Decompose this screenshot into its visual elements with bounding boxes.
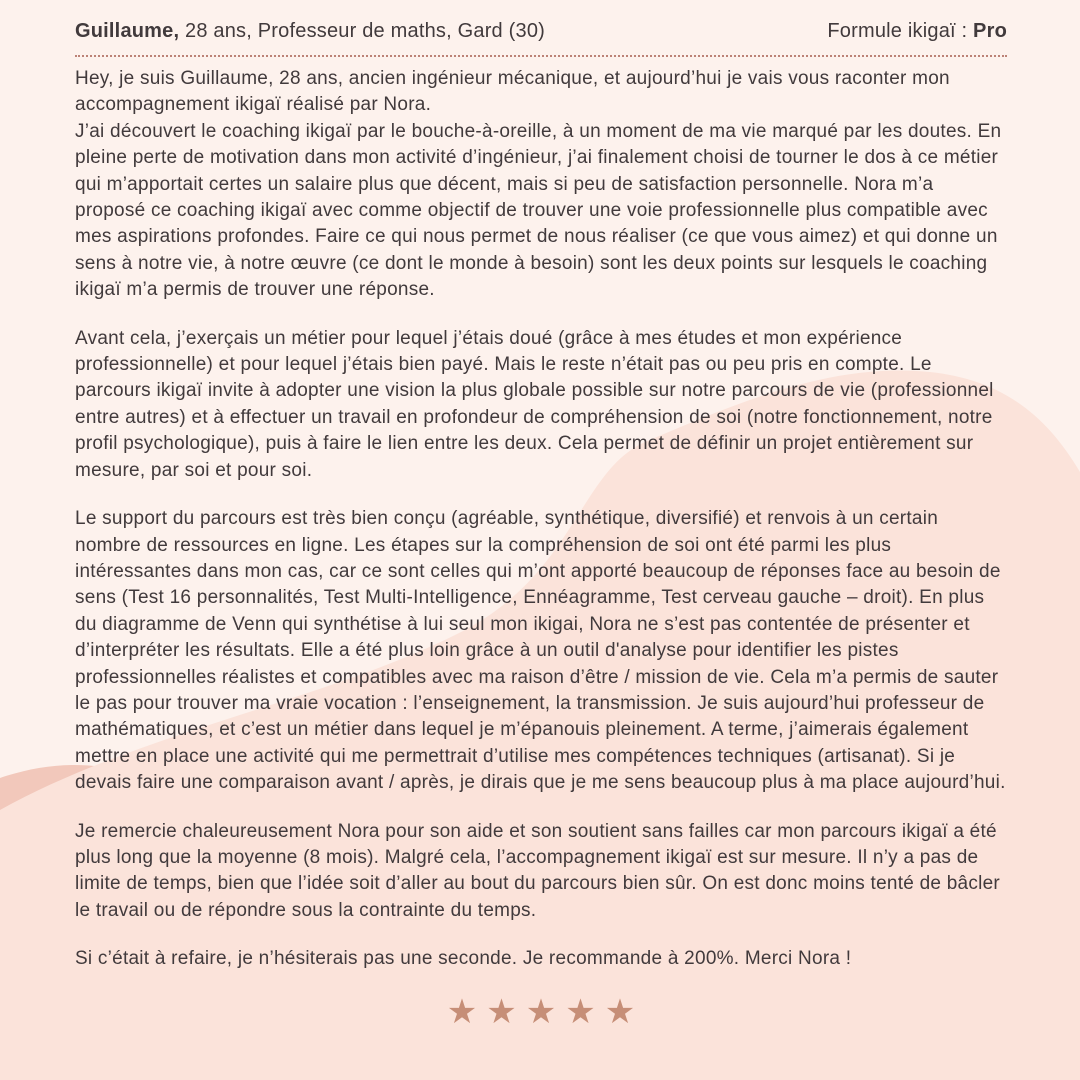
testimonial-paragraph: Le support du parcours est très bien conçu (agréable, synthétique, diversifié) et renvois à un certain nombre de ressources en ligne. Les étapes sur la compréhension de soi ont été parmi les plus intéressantes dans mon cas, car ce sont celles qui m’ont apporté beaucoup de réponses face au besoin de sens (Test 16 personnalités, Test Multi-Intelligence, Ennéagramme, Test cerveau gauche – droit). En plus du diagramme de Venn qui synthétise à lui seul mon ikigai, Nora ne s’est pas contentée de présenter et d’interpréter les résultats. Elle a été plus loin grâce à un outil d'analyse pour identifier les pistes professionnelles réalistes et compatibles avec ma raison d’être / mission de vie. Cela m’a permis de sauter le pas pour trouver ma vraie vocation : l’enseignement, la transmission. Je suis aujourd’hui professeur de mathématiques, et c’est un métier dans lequel je m’épanouis pleinement. A terme, j’aimerais également mettre en place une activité qui me permettrait d’utilise mes compétences techniques (artisanat). Si je devais faire une comparaison avant / après, je dirais que je me sens beaucoup plus à ma place aujourd’hui. [75, 508, 1006, 794]
star-icon: ★ [604, 991, 645, 1032]
testimonial-paragraph: Je remercie chaleureusement Nora pour son aide et son soutient sans failles car mon parcours ikigaï a été plus long que la moyenne (8 mois). Malgré cela, l’accompagnement ikigaï est sur mesure. Il n’y a pas de limite de temps, bien que l’idée soit d’aller au bout du parcours bien sûr. On est donc moins tenté de bâcler le travail ou de répondre sous la contrainte du temps. [75, 820, 1000, 921]
person-line [75, 20, 545, 43]
star-icon: ★ [565, 991, 605, 1032]
star-rating [75, 991, 1007, 1032]
person-details: 28 ans, Professeur de maths, Gard (30) [179, 20, 545, 42]
dotted-divider [75, 55, 1007, 57]
star-icon: ★ [486, 991, 526, 1032]
testimonial-paragraph: Avant cela, j’exerçais un métier pour lequel j’étais doué (grâce à mes études et mon expérience professionnelle) et pour lequel j’étais bien payé. Mais le reste n’était pas ou peu pris en compte. Le parcours ikigaï invite à adopter une vision la plus globale possible sur notre parcours de vie (professionnel entre autres) et à effectuer un travail en profondeur de compréhension de soi (notre fonctionnement, notre profil psychologique), puis à faire le lien entre les deux. Cela permet de définir un projet entièrement sur mesure, par soi et pour soi. [75, 327, 994, 481]
testimonial-body [75, 66, 1007, 973]
testimonial-paragraph: Si c’était à refaire, je n’hésiterais pas une seconde. Je recommande à 200%. Merci Nora ! [75, 948, 852, 970]
testimonial-paragraph: Hey, je suis Guillaume, 28 ans, ancien ingénieur mécanique, et aujourd’hui je vais vous raconter mon accompagnement ikigaï réalisé par Nora. J’ai découvert le coaching ikigaï par le bouche-à-oreille, à un moment de ma vie marqué par les doutes. En pleine perte de motivation dans mon activité d’ingénieur, j’ai finalement choisi de tourner le dos à ce métier qui m’apportait certes un salaire plus que décent, mais si peu de satisfaction personnelle. Nora m’a proposé ce coaching ikigaï avec comme objectif de trouver une voie professionnelle plus compatible avec mes aspirations profondes. Faire ce qui nous permet de nous réaliser (ce que vous aimez) et qui donne un sens à notre vie, à notre œuvre (ce dont le monde à besoin) sont les deux points sur lesquels le coaching ikigaï m’a permis de trouver une réponse. [75, 68, 1002, 301]
header [75, 20, 1007, 43]
formula-value: Pro [973, 20, 1007, 42]
formula-line [827, 20, 1007, 43]
person-name: Guillaume, [75, 20, 180, 42]
card-content [75, 0, 1007, 1032]
star-icon: ★ [446, 991, 487, 1032]
star-icon: ★ [525, 991, 566, 1032]
formula-label: Formule ikigaï : [827, 20, 974, 42]
